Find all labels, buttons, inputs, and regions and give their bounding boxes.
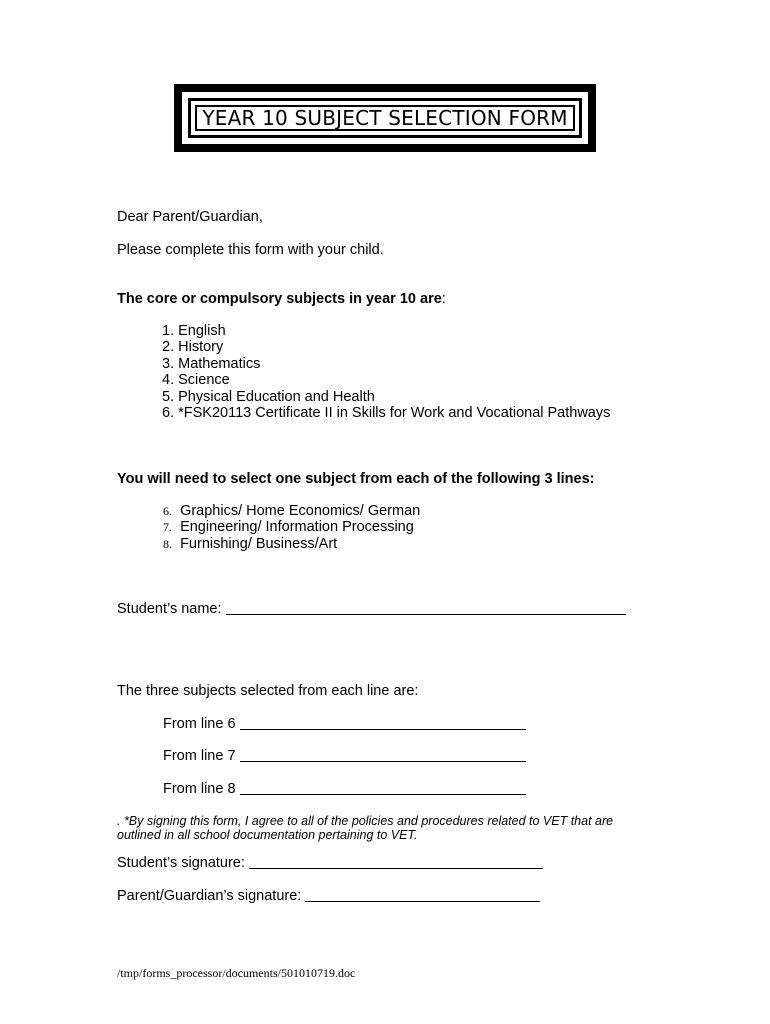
student-signature-label: Student’s signature: — [117, 855, 245, 871]
line-text: Engineering/ Information Processing — [180, 519, 414, 536]
list-item: 1. English — [162, 323, 226, 339]
line-text: Furnishing/ Business/Art — [180, 535, 338, 552]
from-line-label: From line 7 — [163, 748, 236, 764]
list-item: 2. History — [162, 339, 224, 356]
list-item — [163, 536, 420, 552]
from-line-8-row — [163, 781, 526, 797]
title-box — [174, 84, 596, 152]
line-text: Graphics/ Home Economics/ German — [180, 503, 421, 519]
list-item: 3. Mathematics — [162, 355, 261, 372]
line-number: 8. — [163, 536, 172, 551]
list-item — [163, 519, 420, 535]
list-item: 5. Physical Education and Health — [162, 388, 375, 405]
from-line-label: From line 6 — [163, 716, 236, 732]
intro-text: Please complete this form with your child. — [117, 242, 384, 258]
core-heading-text: The core or compulsory subjects in year 10 are — [117, 291, 442, 307]
from-line-6-row — [163, 716, 526, 732]
student-name-field[interactable] — [226, 613, 626, 615]
from-line-6-field[interactable] — [240, 728, 526, 730]
list-item: 4. Science — [162, 372, 230, 389]
title-box-border — [188, 98, 582, 138]
core-subjects-heading — [117, 291, 446, 307]
student-signature-field[interactable] — [249, 867, 543, 869]
selection-lines-list — [163, 503, 420, 552]
list-item: 6. *FSK20113 Certificate II in Skills for Work and Vocational Pathways — [162, 405, 611, 422]
line-number: 7. — [163, 520, 172, 535]
agreement-line-2: outlined in all school documentation pertaining to VET. — [117, 828, 418, 842]
selection-heading: You will need to select one subject from each of the following 3 lines: — [117, 471, 595, 487]
line-number: 6. — [163, 504, 172, 518]
student-signature-row — [117, 855, 543, 871]
parent-signature-label: Parent/Guardian’s signature: — [117, 888, 302, 904]
from-line-7-field[interactable] — [240, 760, 526, 762]
from-line-label: From line 8 — [163, 781, 236, 797]
agreement-note — [117, 814, 613, 842]
from-line-7-row — [163, 748, 526, 764]
selected-subjects-heading: The three subjects selected from each line are: — [117, 683, 419, 699]
title-box-inner-border — [195, 105, 575, 131]
student-name-label: Student’s name: — [117, 601, 222, 617]
from-line-8-field[interactable] — [240, 793, 526, 795]
student-name-row — [117, 601, 626, 617]
agreement-line-1: . *By signing this form, I agree to all of the policies and procedures related to VET that are — [117, 814, 614, 828]
parent-signature-field[interactable] — [305, 900, 540, 902]
parent-signature-row — [117, 888, 540, 904]
list-item — [163, 503, 420, 519]
core-subjects-list — [162, 323, 610, 421]
form-title: YEAR 10 SUBJECT SELECTION FORM — [202, 106, 568, 130]
greeting: Dear Parent/Guardian, — [117, 209, 263, 225]
footer-file-path: /tmp/forms_processor/documents/501010719.doc — [117, 966, 356, 980]
core-heading-colon: : — [441, 291, 446, 307]
